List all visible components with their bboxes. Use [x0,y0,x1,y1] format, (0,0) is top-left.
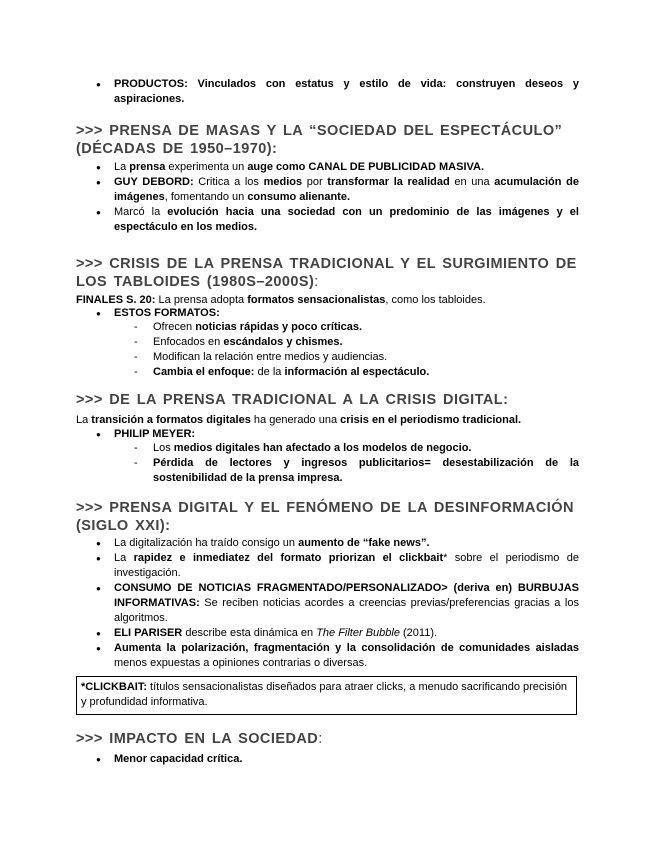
list-item: ● ELI PARISER describe esta dinámica en The Filter Bubble (2011). [76,626,579,641]
list-item: ● ESTOS FORMATOS: [76,306,579,321]
tabloids-intro: FINALES S. 20: La prensa adopta formatos sensacionalistas, como los tabloides. [76,294,486,306]
section-heading-impact: >>> IMPACTO EN LA SOCIEDAD: [76,731,323,747]
list-item: ● La rapidez e inmediatez del formato priorizan el clickbait* sobre el periodismo de investigación. [76,551,579,581]
list-item: ● Marcó la evolución hacia una sociedad con un predominio de las imágenes y el espectáculo en los medios. [76,205,579,235]
list-item: ● La digitalización ha traído consigo un aumento de “fake news”. [76,536,579,551]
list-item: - Enfocados en escándalos y chismes. [76,335,579,350]
products-list [76,77,579,107]
meyer-sublist [76,441,579,486]
list-item: ● Menor capacidad crítica. [76,752,579,767]
list-item: - Cambia el enfoque: de la información al espectáculo. [76,365,579,380]
disinformation-list [76,536,579,671]
list-item: ● PRODUCTOS: Vinculados con estatus y estilo de vida: construyen deseos y aspiraciones. [76,77,579,107]
section-heading-disinformation: >>> PRENSA DIGITAL Y EL FENÓMENO DE LA DESINFORMACIÓN (SIGLO XXI): [76,500,574,534]
section-heading-tabloids: >>> CRISIS DE LA PRENSA TRADICIONAL Y EL SURGIMIENTO DE LOS TABLOIDES (1980S–2000S): [76,256,577,290]
list-item: - Pérdida de lectores y ingresos publicitarios= desestabilización de la sostenibilidad de la prensa impresa. [76,456,579,486]
clickbait-note-box: *CLICKBAIT: títulos sensacionalistas diseñados para atraer clicks, a menudo sacrificando precisión y profundidad informativa. [76,676,577,715]
list-item: - Los medios digitales han afectado a los modelos de negocio. [76,441,579,456]
list-item: ● La prensa experimenta un auge como CANAL DE PUBLICIDAD MASIVA. [76,160,579,175]
list-item: ● GUY DEBORD: Critica a los medios por transformar la realidad en una acumulación de imágenes, fomentando un consumo alienante. [76,175,579,205]
list-item: - Modifican la relación entre medios y audiencias. [76,350,579,365]
mass-press-list [76,160,579,235]
impact-list [76,752,579,767]
digital-crisis-intro: La transición a formatos digitales ha generado una crisis en el periodismo tradicional. [76,414,522,426]
formats-list [76,306,579,321]
meyer-list [76,427,579,442]
section-heading-mass-press: >>> PRENSA DE MASAS Y LA “SOCIEDAD DEL ESPECTÁCULO” (DÉCADAS DE 1950–1970): [76,123,563,157]
formats-sublist [76,320,579,380]
list-item: ● PHILIP MEYER: [76,427,579,442]
list-item: ● Aumenta la polarización, fragmentación y la consolidación de comunidades aisladas menos expuestas a opiniones contrarias o diversas. [76,641,579,671]
list-item: - Ofrecen noticias rápidas y poco críticas. [76,320,579,335]
list-item: ● CONSUMO DE NOTICIAS FRAGMENTADO/PERSONALIZADO> (deriva en) BURBUJAS INFORMATIVAS: Se reciben noticias acordes a creencias previas/preferencias gracias a los algoritmos. [76,581,579,626]
section-heading-digital-crisis: >>> DE LA PRENSA TRADICIONAL A LA CRISIS DIGITAL: [76,392,509,408]
